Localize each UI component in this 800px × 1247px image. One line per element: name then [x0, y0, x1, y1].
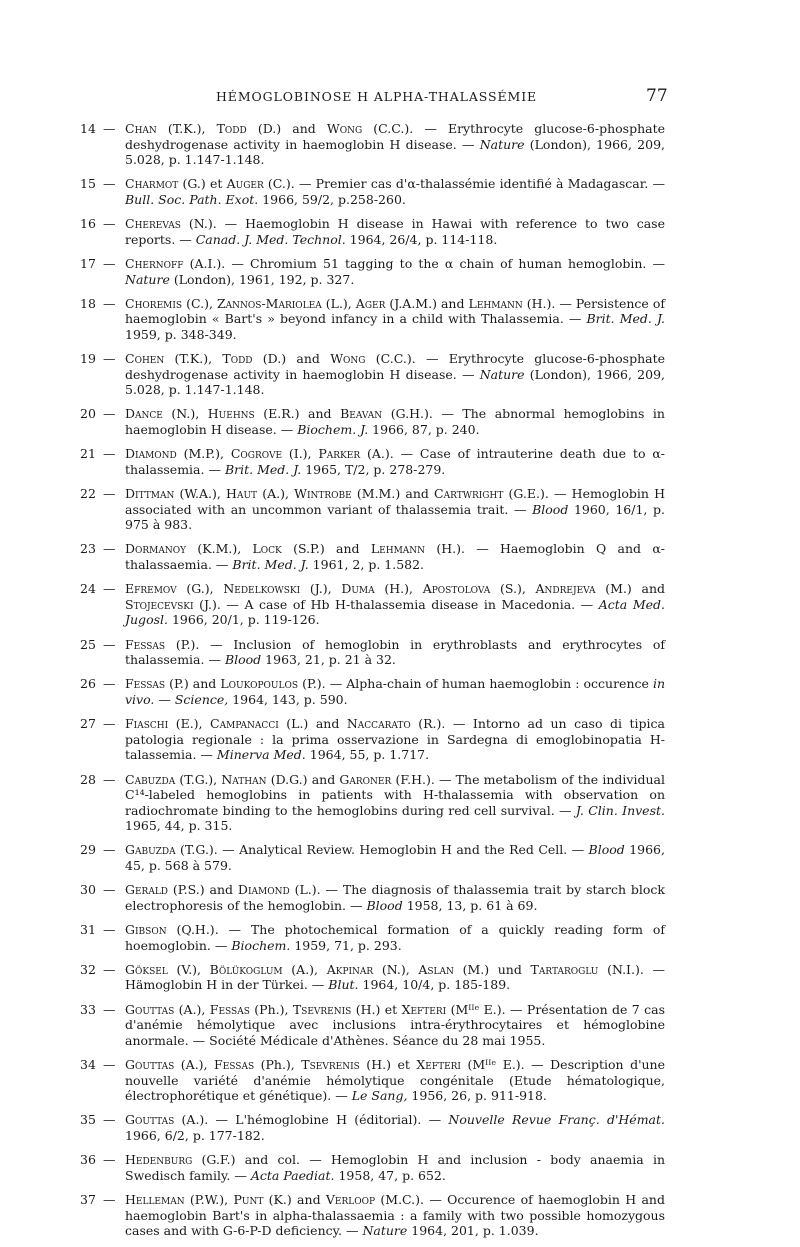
journal-title: Le Sang, [351, 1088, 408, 1104]
journal-title: Blood [224, 652, 262, 668]
reference-entry [80, 541, 665, 572]
author-name: Tsevrenis [301, 1056, 360, 1072]
author-name: Loukopoulos [220, 676, 299, 692]
reference-text: (London), 1961, 192, p. 327. [169, 271, 355, 287]
journal-title: in vivo. [125, 676, 666, 707]
author-name: Chan [125, 121, 157, 136]
reference-text: (L.), [321, 295, 356, 311]
reference-dash: — [103, 446, 116, 462]
author-name: Haut [226, 486, 258, 502]
author-name: Gouttas [125, 1112, 175, 1128]
author-name: Auger [226, 176, 264, 192]
reference-dash: — [103, 1056, 116, 1072]
reference-text: (C.C.). — Erythrocyte glucose-6-phosphate deshydrogenase activity in haemoglobin H disease. — [125, 121, 666, 152]
reference-number: 15 [80, 176, 96, 192]
journal-title: Biochem. J. [297, 422, 369, 438]
reference-text: 1964, 201, p. 1.039. [407, 1223, 539, 1239]
reference-text: (M.) and [595, 581, 666, 597]
author-name: Fessas [214, 1056, 255, 1072]
author-name: Cogrove [230, 446, 283, 462]
reference-text: (C.C.). — Erythrocyte glucose-6-phosphate deshydrogenase activity in haemoglobin H disease. — [125, 351, 666, 382]
reference-text: (V.), [167, 961, 210, 977]
author-name: Diamond [237, 882, 290, 898]
reference-number: 34 [80, 1056, 96, 1072]
author-name: Garoner [339, 771, 392, 787]
reference-number: 37 [80, 1191, 96, 1207]
reference-text: 1964, 26/4, p. 114-118. [345, 231, 498, 247]
author-name: Dormanoy [125, 541, 187, 557]
reference-number: 23 [80, 541, 96, 557]
reference-text: (N.), [373, 961, 419, 977]
journal-title: Bull. Soc. Path. Exot. [125, 191, 259, 207]
reference-dash: — [103, 1152, 116, 1168]
reference-text: (G.H.). — The abnormal hemoglobins in haemoglobin H disease. — [125, 406, 665, 438]
reference-dash: — [103, 581, 116, 597]
reference-dash: — [103, 406, 116, 422]
reference-text: (H.), [374, 581, 423, 597]
reference-number: 20 [80, 406, 96, 422]
reference-text: (A.), [174, 1056, 215, 1072]
author-name: Campanacci [210, 716, 279, 732]
reference-text: 1966, 20/1, p. 119-126. [167, 612, 320, 628]
reference-text: 1959, 71, p. 293. [290, 937, 402, 953]
author-name: Todd [216, 121, 247, 136]
author-name: Gibson [125, 922, 167, 938]
reference-dash: — [103, 255, 116, 271]
journal-title: Blut. [328, 977, 359, 993]
page-number: 77 [646, 86, 668, 106]
reference-entry [80, 296, 665, 343]
author-name: Tsevrenis [292, 1001, 352, 1017]
reference-text: (Mᴵᴵᵉ E.). — Présentation de 7 cas d'anémie hémolytique avec inclusions intra-érythrocytaires et hémoglobine anormale. — Société Médicale d'Athènes. Séance du 28 mai 1955. [125, 1001, 666, 1048]
author-name: Dittman [125, 486, 175, 502]
reference-dash: — [103, 716, 116, 732]
reference-text: (H.) et [359, 1056, 417, 1072]
reference-dash: — [103, 1191, 116, 1207]
reference-text: (London), 1966, 209, 5.028, p. 1.147-1.148. [125, 366, 665, 398]
reference-text: (F.H.). — The metabolism of the individual C¹⁴-labeled hemoglobins in patients with H-thalassemia with observation on radiochromate binding to the hemoglobins during red cell survival. — [125, 771, 665, 818]
reference-dash: — [103, 636, 116, 652]
reference-dash: — [103, 295, 116, 311]
journal-title: Acta Med. Jugosl. [125, 596, 665, 628]
author-name: Chernoff [125, 255, 184, 271]
author-name: Göksel [125, 961, 168, 977]
reference-text: (London), 1966, 209, 5.028, p. 1.147-1.148. [125, 136, 665, 168]
author-name: Charmot [125, 176, 179, 192]
reference-dash: — [103, 1112, 116, 1128]
reference-entry [80, 406, 665, 437]
reference-text: 1963, 21, p. 21 à 32. [261, 652, 396, 668]
reference-text: (H.). — Haemoglobin Q and α-thalassaemia. — [125, 541, 665, 572]
reference-text: (A.), [174, 1001, 210, 1017]
author-name: Fessas [125, 676, 166, 692]
reference-text: (T.G.). — Analytical Review. Hemoglobin H and the Red Cell. — [175, 842, 589, 858]
reference-text: (P.W.), [184, 1191, 234, 1207]
reference-text: 1964, 143, p. 590. [228, 691, 348, 707]
author-name: Punt [233, 1191, 264, 1207]
reference-number: 29 [80, 842, 96, 858]
author-name: Apostolova [422, 581, 491, 597]
reference-text: (J.A.M.) and [385, 295, 469, 311]
reference-entry [80, 676, 665, 707]
reference-text: (P.S.) and [168, 882, 238, 898]
author-name: Hedenburg [125, 1152, 193, 1168]
reference-text: (I.), [282, 446, 319, 462]
reference-text: (K.) and [263, 1191, 326, 1207]
author-name: Todd [222, 351, 253, 367]
reference-number: 17 [80, 255, 96, 271]
author-name: Gouttas [125, 1056, 175, 1072]
reference-text: (A.). — Case of intrauterine death due to α-thalassemia. — [125, 446, 665, 477]
author-name: Fessas [125, 636, 166, 652]
author-name: Choremis [125, 295, 183, 311]
reference-text: (N.I.). — Hämoglobin H in der Türkei. — [125, 961, 665, 993]
reference-list [80, 121, 665, 1247]
reference-number: 26 [80, 676, 96, 692]
reference-text: (L.) and [278, 716, 347, 732]
reference-number: 16 [80, 216, 96, 232]
reference-number: 27 [80, 716, 96, 732]
reference-text: (D.) and [246, 121, 327, 136]
journal-title: Brit. Med. J. [586, 311, 665, 327]
author-name: Ager [355, 295, 386, 311]
author-name: Verloop [325, 1191, 376, 1207]
author-name: Fiaschi [125, 716, 169, 732]
reference-text: (S.P.) and [281, 541, 371, 557]
reference-text: (Mᴵᴵᵉ E.). — Description d'une nouvelle variété d'anémie hémolytique congénitale (Etude hématologique, électrophorétique et génétique). — [125, 1056, 666, 1104]
journal-title: Brit. Med. J. [224, 461, 302, 477]
reference-entry [80, 922, 665, 953]
reference-dash: — [103, 486, 116, 502]
running-header [0, 86, 800, 108]
journal-title: Canad. J. Med. Technol. [195, 231, 346, 247]
reference-entry [80, 772, 665, 834]
reference-entry [80, 351, 665, 398]
author-name: Lehmann [468, 295, 523, 311]
reference-text: 1965, 44, p. 315. [125, 818, 233, 834]
author-name: Nathan [221, 771, 267, 787]
reference-entry [80, 216, 665, 247]
reference-text: (D.) and [252, 351, 331, 367]
author-name: Cabuzda [125, 771, 176, 787]
reference-entry [80, 256, 665, 287]
journal-title: Blood [532, 501, 569, 517]
journal-title: Acta Paediat. [250, 1167, 335, 1183]
reference-text: (N.). — Haemoglobin H disease in Hawai with reference to two case reports. — [125, 216, 665, 247]
reference-text: (C.), [182, 295, 217, 311]
reference-dash: — [103, 882, 116, 898]
reference-dash: — [103, 1001, 116, 1017]
reference-text: 1966, 59/2, p.258-260. [258, 191, 406, 207]
reference-text: (A.). — L'hémoglobine H (éditorial). — [174, 1112, 449, 1128]
reference-number: 31 [80, 922, 96, 938]
reference-dash: — [103, 121, 116, 136]
author-name: Dance [125, 406, 163, 422]
reference-text: 1958, 47, p. 652. [334, 1167, 446, 1183]
journal-title: Brit. Med. J. [232, 557, 309, 572]
reference-text: (Ph.), [249, 1001, 293, 1017]
reference-entry [80, 446, 665, 477]
journal-title: J. Clin. Invest. [575, 802, 665, 818]
author-name: Cherevas [125, 216, 181, 232]
reference-text: 1964, 10/4, p. 185-189. [358, 977, 511, 993]
reference-entry [80, 121, 665, 168]
reference-entry [80, 637, 665, 668]
reference-text: (C.). — Premier cas d'α-thalassémie identifié à Madagascar. — [263, 176, 665, 192]
author-name: Aslan [418, 961, 454, 977]
reference-text: 1966, 45, p. 568 à 579. [125, 842, 665, 874]
reference-text: (M.P.), [176, 446, 231, 462]
journal-title: Science, [174, 691, 229, 707]
reference-dash: — [103, 176, 116, 192]
reference-number: 32 [80, 961, 96, 977]
reference-dash: — [103, 771, 116, 787]
journal-title: Nouvelle Revue Franç. d'Hémat. [448, 1112, 665, 1128]
reference-entry [80, 1152, 665, 1183]
reference-text: 1959, p. 348-349. [125, 326, 237, 342]
journal-title: Blood [588, 842, 625, 858]
reference-number: 25 [80, 636, 96, 652]
reference-text: 1964, 55, p. 1.717. [305, 747, 430, 763]
reference-number: 33 [80, 1001, 96, 1017]
reference-text: (J.). — A case of Hb H-thalassemia disease in Macedonia. — [193, 596, 599, 612]
author-name: Cohen [125, 351, 165, 367]
author-name: Wong [326, 121, 363, 136]
reference-text: (P.). — Inclusion of hemoglobin in erythroblasts and erythrocytes of thalassemia. — [125, 636, 665, 668]
author-name: Stojecevski [125, 596, 194, 612]
journal-title: Nature [479, 366, 525, 382]
reference-text: (T.G.), [175, 771, 222, 787]
reference-text: (A.), [282, 961, 327, 977]
reference-text: (L.). — The diagnosis of thalassemia trait by starch block electrophoresis of the hemoglobin. — [125, 882, 665, 913]
reference-text: (P.). — Alpha-chain of human haemoglobin : occurence [298, 676, 653, 692]
author-name: Fessas [209, 1001, 250, 1017]
reference-text: (E.R.) and [254, 406, 341, 422]
author-name: Andrejeva [535, 581, 596, 597]
author-name: Zannos-Mariolea [216, 295, 322, 311]
running-title: HÉMOGLOBINOSE H ALPHA-THALASSÉMIE [216, 89, 538, 104]
reference-text: (G.F.) and col. — Hemoglobin H and inclusion - body anaemia in Swedisch family. — [125, 1152, 665, 1183]
reference-dash: — [103, 842, 116, 858]
reference-text: (A.I.). — Chromium 51 tagging to the α chain of human hemoglobin. — [183, 255, 665, 271]
reference-entry [80, 176, 665, 207]
reference-entry [80, 842, 665, 873]
author-name: Gabuzda [125, 842, 176, 858]
author-name: Wintrobe [294, 486, 352, 502]
reference-text: — [154, 691, 175, 707]
journal-title: Minerva Med. [216, 747, 306, 763]
reference-dash: — [103, 216, 116, 232]
reference-text: 1961, 2, p. 1.582. [308, 557, 425, 572]
reference-entry [80, 581, 665, 628]
author-name: Efremov [125, 581, 177, 597]
reference-text: (Ph.), [254, 1056, 302, 1072]
reference-text: (A.), [257, 486, 295, 502]
reference-text: 1960, 16/1, p. 975 à 983. [125, 501, 665, 533]
reference-number: 19 [80, 351, 96, 367]
author-name: Beavan [340, 406, 383, 422]
reference-text: (M.M.) and [351, 486, 435, 502]
reference-text: (G.), [176, 581, 224, 597]
reference-text: (G.E.). — Hemoglobin H associated with an uncommon variant of thalassemia trait. — [125, 486, 665, 517]
author-name: Naccarato [346, 716, 411, 732]
journal-title: Blood [366, 897, 403, 913]
reference-text: (T.K.), [156, 121, 217, 136]
reference-text: (N.), [162, 406, 208, 422]
reference-text: (M.C.). — Occurence of haemoglobin H and haemoglobin Bart's in alpha-thalassaemia : a family with two possible homozygous cases and with G-6-P-D deficiency. — [125, 1191, 665, 1239]
author-name: Wong [330, 351, 366, 367]
reference-dash: — [103, 541, 116, 557]
reference-text: 1965, T/2, p. 278-279. [301, 461, 446, 477]
reference-entry [80, 1112, 665, 1143]
author-name: Xefteri [416, 1056, 461, 1072]
reference-text: (K.M.), [186, 541, 253, 557]
reference-number: 28 [80, 771, 96, 787]
author-name: Lock [252, 541, 282, 557]
author-name: Gouttas [125, 1001, 175, 1017]
reference-number: 18 [80, 295, 96, 311]
reference-text: (T.K.), [164, 351, 223, 367]
author-name: Akpinar [326, 961, 374, 977]
journal-title: Biochem. [231, 937, 291, 953]
reference-entry [80, 486, 665, 533]
reference-text: (W.A.), [174, 486, 227, 502]
reference-number: 36 [80, 1152, 96, 1168]
reference-entry [80, 882, 665, 913]
reference-entry [80, 962, 665, 993]
reference-text: (D.G.) and [266, 771, 340, 787]
reference-text: (P.) and [165, 676, 221, 692]
author-name: Helleman [125, 1191, 185, 1207]
reference-number: 24 [80, 581, 96, 597]
author-name: Lehmann [370, 541, 426, 557]
reference-text: 1966, 87, p. 240. [368, 422, 480, 438]
reference-number: 22 [80, 486, 96, 502]
author-name: Tartaroglu [530, 961, 599, 977]
journal-title: Nature [479, 136, 525, 152]
reference-text: (Q.H.). — The photochemical formation of a quickly reading form of hoemoglobin. — [125, 922, 665, 953]
reference-text: (M.) und [453, 961, 531, 977]
reference-text: 1958, 13, p. 61 à 69. [402, 897, 538, 913]
reference-text: (H.) et [351, 1001, 402, 1017]
reference-number: 35 [80, 1112, 96, 1128]
author-name: Parker [318, 446, 361, 462]
journal-title: Nature [362, 1223, 408, 1239]
reference-dash: — [103, 351, 116, 367]
reference-entry [80, 1057, 665, 1104]
author-name: Huehns [207, 406, 255, 422]
reference-text: (G.) et [178, 176, 227, 192]
reference-dash: — [103, 676, 116, 692]
reference-number: 14 [80, 121, 96, 136]
reference-number: 21 [80, 446, 96, 462]
author-name: Diamond [125, 446, 177, 462]
author-name: Xefteri [401, 1001, 447, 1017]
journal-title: Nature [125, 271, 170, 287]
reference-text: 1966, 6/2, p. 177-182. [125, 1127, 265, 1143]
reference-text: 1956, 26, p. 911-918. [407, 1088, 547, 1104]
reference-text: (E.), [168, 716, 211, 732]
reference-text: (S.), [490, 581, 536, 597]
author-name: Gerald [125, 882, 169, 898]
reference-text: (R.). — Intorno ad un caso di tipica patologia regionale : la prima osservazione in Sardegna di emoglobinopatia H-talassemia. — [125, 716, 665, 763]
reference-dash: — [103, 922, 116, 938]
reference-entry [80, 716, 665, 763]
reference-dash: — [103, 961, 116, 977]
reference-text: (J.), [300, 581, 342, 597]
reference-entry [80, 1002, 665, 1049]
author-name: Bölükoglum [209, 961, 283, 977]
reference-number: 30 [80, 882, 96, 898]
author-name: Nedelkowski [223, 581, 301, 597]
reference-text: (H.). — Persistence of haemoglobin « Bart's » beyond infancy in a child with Thalassemia. — [125, 295, 665, 327]
author-name: Duma [341, 581, 375, 597]
author-name: Cartwright [434, 486, 504, 502]
